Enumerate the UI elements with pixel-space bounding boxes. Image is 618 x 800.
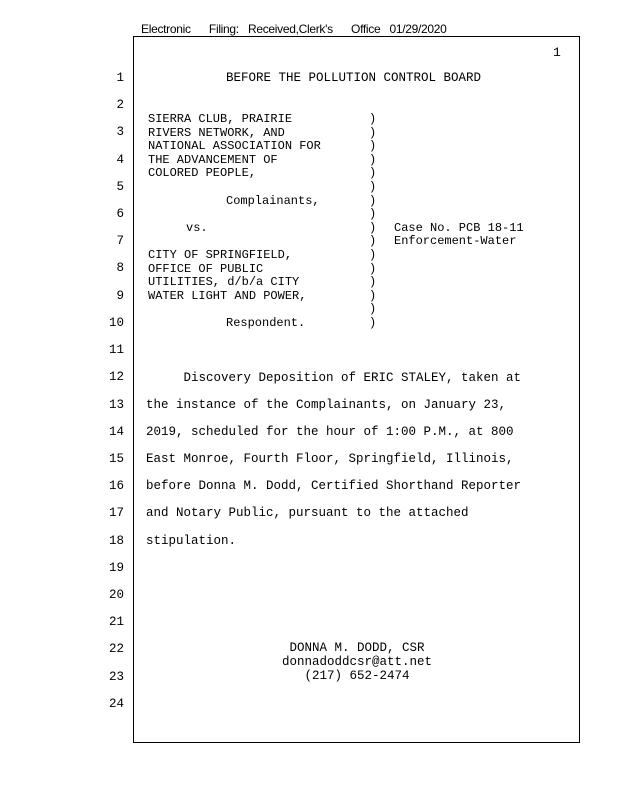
line-number: 14 [108,425,124,439]
line-number: 24 [108,697,124,711]
line-number: 1 [116,71,124,85]
caption-paren: ) [369,247,377,262]
caption-paren: ) [369,261,377,276]
respondent-line: OFFICE OF PUBLIC [148,261,264,276]
line-number: 13 [108,398,124,412]
complainants-label: Complainants, [226,193,320,208]
caption-paren: ) [369,302,377,317]
caption-paren: ) [369,179,377,194]
caption-paren: ) [369,152,377,167]
line-number: 15 [108,452,124,466]
caption-paren: ) [369,139,377,154]
caption-parenthesis-column [369,113,376,331]
versus-label: vs. [186,220,208,235]
complainant-line: NATIONAL ASSOCIATION FOR [148,139,321,154]
line-number: 18 [108,534,124,548]
line-number: 12 [108,370,124,384]
line-number: 5 [116,180,124,194]
complainant-line: RIVERS NETWORK, AND [148,125,285,140]
respondent-line: WATER LIGHT AND POWER, [148,288,307,303]
complainant-line: THE ADVANCEMENT OF [148,152,278,167]
line-number: 10 [108,316,124,330]
reporter-email: donnadoddcsr@att.net [281,655,433,669]
line-number: 23 [108,670,124,684]
line-number: 4 [116,153,124,167]
reporter-name: DONNA M. DODD, CSR [289,641,425,655]
body-line: before Donna M. Dodd, Certified Shorthand Reporter [146,479,522,493]
respondent-line: CITY OF SPRINGFIELD, [148,248,293,262]
respondent-label: Respondent. [226,316,306,330]
line-number: 21 [108,615,124,629]
line-number: 16 [108,479,124,493]
body-line: East Monroe, Fourth Floor, Springfield, Illinois, [146,452,514,466]
filing-stamp [141,22,447,36]
case-type: Enforcement-Water [394,234,517,249]
page-number: 1 [553,45,561,60]
caption-paren: ) [369,220,377,235]
body-line: stipulation. [146,534,237,548]
line-number: 2 [116,98,124,112]
heading: BEFORE THE POLLUTION CONTROL BOARD [226,71,482,85]
line-number: 8 [116,261,124,275]
caption-paren: ) [369,234,377,249]
reporter-phone: (217) 652-2474 [304,669,410,683]
stamp-office: Office [351,22,381,36]
caption-paren: ) [369,315,377,330]
case-number: Case No. PCB 18-11 [394,220,524,235]
body-line: and Notary Public, pursuant to the attached [146,506,469,520]
line-number: 6 [116,207,124,221]
line-number: 22 [108,642,124,656]
caption-paren: ) [369,166,377,181]
complainant-line: COLORED PEOPLE, [148,166,257,181]
body-line: 2019, scheduled for the hour of 1:00 P.M., at 800 [146,425,514,439]
body-line: Discovery Deposition of ERIC STALEY, taken at [146,371,522,385]
caption-paren: ) [369,275,377,290]
stamp-filing: Filing: [208,22,239,36]
line-number: 17 [108,506,124,520]
line-number: 9 [116,289,124,303]
caption-paren: ) [369,112,377,126]
respondent-line: UTILITIES, d/b/a CITY [148,275,300,290]
line-number: 19 [108,561,124,575]
caption-paren: ) [369,125,377,140]
line-number: 7 [116,234,124,248]
stamp-date: 01/29/2020 [389,22,447,36]
caption-paren: ) [369,193,377,208]
line-number: 3 [116,125,124,139]
body-line: the instance of the Complainants, on January 23, [146,398,507,412]
line-number: 11 [108,343,124,357]
stamp-received: Received,Clerk's [247,22,333,36]
stamp-label: Electronic [141,22,191,36]
complainant-line: SIERRA CLUB, PRAIRIE [148,112,293,126]
line-number: 20 [108,588,124,602]
caption-paren: ) [369,207,377,222]
caption-paren: ) [369,288,377,303]
